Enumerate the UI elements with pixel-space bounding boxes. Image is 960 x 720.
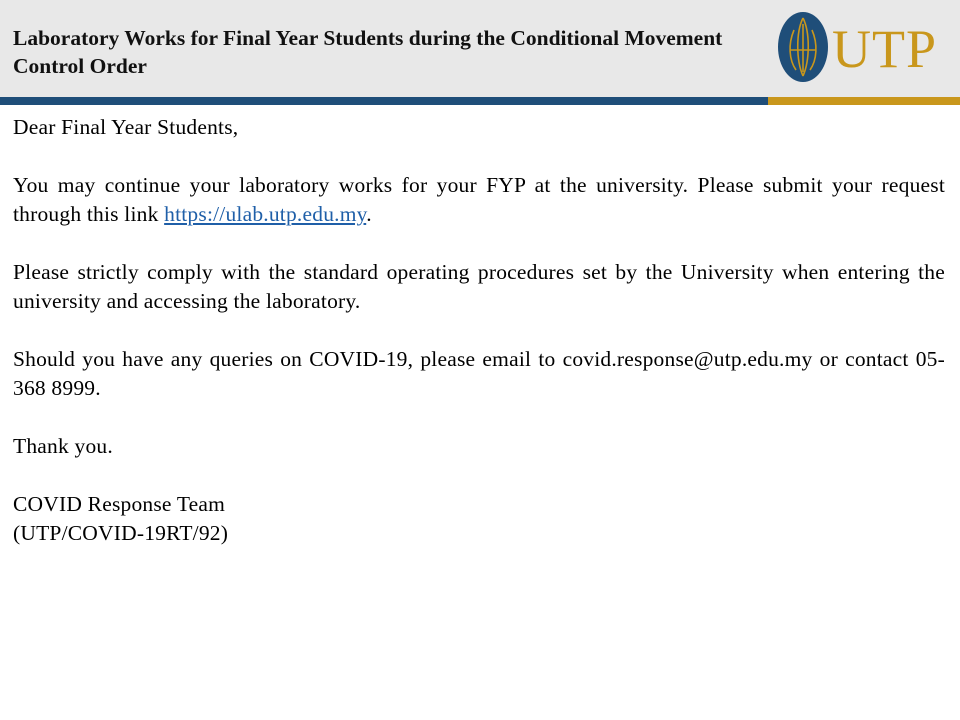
ulab-link[interactable]: https://ulab.utp.edu.my [164,202,367,226]
header-rule-gold [768,97,960,105]
signature [13,490,945,548]
paragraph-sop: Please strictly comply with the standard operating procedures set by the University when entering the university and accessing the laboratory. [13,260,945,313]
logo-text: UTP [832,19,938,79]
paragraph-lab-request [13,171,945,229]
greeting: Dear Final Year Students, [13,115,239,139]
signature-team: COVID Response Team [13,492,226,516]
utp-logo [776,10,956,86]
message-body [13,113,945,548]
paragraph-contact: Should you have any queries on COVID-19, please email to covid.response@utp.edu.my or contact 05-368 8999. [13,347,945,400]
header-banner [0,0,960,97]
paragraph-lab-request-end: . [366,202,372,226]
paragraph-lab-request-text: You may continue your laboratory works for your FYP at the university. Please submit your request through this link [13,173,945,226]
page-title: Laboratory Works for Final Year Students during the Conditional Movement Control Order [13,26,723,78]
signature-reference: (UTP/COVID-19RT/92) [13,521,229,545]
header-rule-blue [0,97,768,105]
thanks-line: Thank you. [13,434,113,458]
